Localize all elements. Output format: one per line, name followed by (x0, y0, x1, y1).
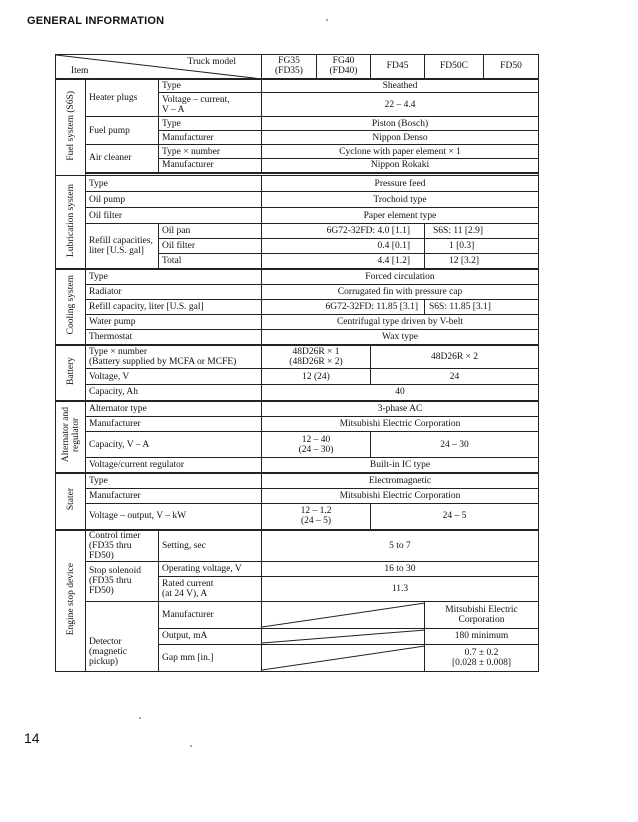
table-row (56, 401, 539, 417)
table-row (56, 417, 539, 432)
alt-mfr-value: Mitsubishi Electric Corporation (262, 417, 539, 432)
thermostat-label: Thermostat (86, 330, 262, 345)
specification-table (55, 54, 539, 672)
lube-type-label: Type (86, 176, 262, 192)
table-row (56, 117, 539, 131)
det-mfr-not-applicable (262, 601, 425, 628)
table-row (56, 224, 539, 239)
output-value: 180 minimum (425, 628, 539, 644)
stop-solenoid-line1: Stop solenoid (89, 566, 141, 576)
battery-voltage-value-2: 24 (371, 369, 539, 385)
table-row (56, 369, 539, 385)
battery-type-line2: (Battery supplied by MCFA or MCFE) (89, 356, 237, 367)
section-engine-stop (56, 530, 86, 672)
battery-capacity-value: 40 (262, 385, 539, 401)
battery-type-value-1a: 48D26R × 1 (292, 346, 340, 357)
table-row (56, 315, 539, 330)
control-timer-line2: (FD35 thru FD50) (89, 540, 132, 561)
starter-voltage-label: Voltage – output, V – kW (86, 504, 262, 530)
alt-type-value: 3-phase AC (262, 401, 539, 417)
alt-type-label: Alternator type (86, 401, 262, 417)
section-label (61, 407, 81, 462)
starter-voltage-value-1a: 12 – 1.2 (300, 506, 332, 517)
col-fd45: FD45 (371, 55, 425, 79)
gap-not-applicable (262, 644, 425, 671)
section-cooling (56, 269, 86, 345)
water-pump-label: Water pump (86, 315, 262, 330)
battery-type-line1: Type × number (89, 346, 147, 357)
page-number: 14 (24, 730, 40, 746)
fg40-label: FG40 (332, 56, 355, 67)
starter-type-value: Electromagnetic (262, 473, 539, 489)
oil-filter-label: Oil filter (86, 208, 262, 224)
table-row (56, 432, 539, 458)
oil-pan-value-1: 6G72-32FD: 4.0 [1.1] (262, 224, 425, 239)
refill-line2: liter [U.S. gal] (89, 245, 144, 256)
col-fd50c: FD50C (425, 55, 484, 79)
total-value-1: 4.4 [1.2] (262, 254, 425, 269)
section-label: Engine stop device (65, 562, 76, 636)
section-label-line1: Alternator and (60, 407, 71, 463)
fp-mfr-value: Nippon Denso (262, 131, 539, 145)
table-row (56, 530, 539, 562)
battery-capacity-label: Capacity, Ah (86, 385, 262, 401)
battery-type-label (86, 345, 262, 369)
col-fg35 (262, 55, 317, 79)
table-row (56, 79, 539, 93)
oil-pan-label: Oil pan (159, 224, 262, 239)
table-row (56, 385, 539, 401)
hp-type-label: Type (159, 79, 262, 93)
hp-voltage-label (159, 93, 262, 117)
det-mfr-label: Manufacturer (159, 601, 262, 628)
output-not-applicable (262, 628, 425, 644)
table-header-row (56, 55, 539, 79)
table-row (56, 300, 539, 315)
starter-voltage-value-2: 24 – 5 (371, 504, 539, 530)
section-starter (56, 473, 86, 530)
rated-current-line1: Rated current (162, 578, 214, 589)
det-mfr-value-line1: Mitsubishi Electric (445, 604, 518, 615)
ac-mfr-label: Manufacturer (159, 159, 262, 173)
oil-pump-label: Oil pump (86, 192, 262, 208)
radiator-value: Corrugated fin with pressure cap (262, 285, 539, 300)
control-timer-label (86, 530, 159, 562)
refill-oil-filter-label: Oil filter (159, 239, 262, 254)
fd40-label: (FD40) (329, 66, 358, 77)
table-row (56, 473, 539, 489)
rated-current-line2: (at 24 V), A (162, 588, 208, 599)
refill-oil-filter-value-2: 1 [0.3] (425, 239, 539, 254)
det-mfr-value (425, 601, 539, 628)
table-row (56, 208, 539, 224)
table-row (56, 458, 539, 473)
alt-regulator-label: Voltage/current regulator (86, 458, 262, 473)
gap-value (425, 644, 539, 671)
ac-mfr-value: Nippon Rokaki (262, 159, 539, 173)
scan-speck (139, 717, 141, 719)
fuel-pump-label: Fuel pump (86, 117, 159, 145)
section-label: Stater (65, 488, 76, 511)
section-alternator (56, 401, 86, 473)
op-voltage-label: Operating voltage, V (159, 561, 262, 576)
rated-current-label (159, 576, 262, 601)
col-fd50: FD50 (484, 55, 539, 79)
detector-line2: (magnetic (89, 646, 127, 657)
page-header: GENERAL INFORMATION (27, 15, 165, 27)
oil-filter-value: Paper element type (262, 208, 539, 224)
gap-label: Gap mm [in.] (159, 644, 262, 671)
ac-type-value: Cyclone with paper element × 1 (262, 145, 539, 159)
oil-pan-value-2: S6S: 11 [2.9] (425, 224, 539, 239)
section-label: Lubrication system (65, 183, 76, 257)
total-label: Total (159, 254, 262, 269)
hp-voltage-line1: Voltage – current, (162, 94, 230, 105)
alt-capacity-value-1a: 12 – 40 (301, 434, 331, 445)
alt-capacity-value-2: 24 – 30 (371, 432, 539, 458)
table-row (56, 504, 539, 530)
section-battery (56, 345, 86, 401)
alt-mfr-label: Manufacturer (86, 417, 262, 432)
battery-type-value-1 (262, 345, 371, 369)
table-row (56, 489, 539, 504)
total-value-2: 12 [3.2] (425, 254, 539, 269)
ac-type-label: Type × number (159, 145, 262, 159)
starter-type-label: Type (86, 473, 262, 489)
battery-type-value-1b: (48D26R × 2) (289, 356, 343, 367)
hp-voltage-line2: V – A (162, 104, 185, 115)
rated-current-value: 11.3 (262, 576, 539, 601)
fg35-label: FG35 (278, 56, 300, 67)
cool-type-label: Type (86, 269, 262, 285)
stop-solenoid-label (86, 561, 159, 601)
battery-type-value-2: 48D26R × 2 (371, 345, 539, 369)
starter-voltage-value-1b: (24 – 5) (300, 516, 332, 527)
heater-plugs-label: Heater plugs (86, 79, 159, 117)
refill-label (86, 224, 159, 269)
truck-model-label: Truck model (187, 57, 236, 67)
detector-label (86, 601, 159, 671)
slash-line (262, 645, 425, 671)
battery-voltage-value-1: 12 (24) (262, 369, 371, 385)
control-timer-line1: Control timer (89, 530, 141, 541)
slash-line (262, 629, 425, 644)
stop-solenoid-line2: (FD35 thru FD50) (89, 576, 132, 596)
setting-label: Setting, sec (159, 530, 262, 562)
output-label: Output, mA (159, 628, 262, 644)
table-row (56, 330, 539, 345)
section-label: Fuel system (S6S) (65, 90, 76, 161)
hp-type-value: Sheathed (262, 79, 539, 93)
fp-mfr-label: Manufacturer (159, 131, 262, 145)
alt-regulator-value: Built-in IC type (262, 458, 539, 473)
air-cleaner-label: Air cleaner (86, 145, 159, 173)
setting-value: 5 to 7 (262, 530, 539, 562)
fp-type-value: Piston (Bosch) (262, 117, 539, 131)
det-mfr-value-line2: Corporation (458, 614, 505, 625)
starter-mfr-value: Mitsubishi Electric Corporation (262, 489, 539, 504)
cool-refill-label: Refill capacity, liter [U.S. gal] (86, 300, 262, 315)
op-voltage-value: 16 to 30 (262, 561, 539, 576)
radiator-label: Radiator (86, 285, 262, 300)
cool-refill-value-2: S6S: 11.85 [3.1] (425, 300, 539, 315)
gap-value-line2: [0.028 ± 0.008] (451, 657, 512, 668)
starter-voltage-value-1 (262, 504, 371, 530)
fp-type-label: Type (159, 117, 262, 131)
thermostat-value: Wax type (262, 330, 539, 345)
battery-voltage-label: Voltage, V (86, 369, 262, 385)
table-row (56, 269, 539, 285)
scan-speck (190, 745, 192, 747)
hp-voltage-value: 22 – 4.4 (262, 93, 539, 117)
fd35-label: (FD35) (275, 66, 303, 77)
oil-pump-value: Trochoid type (262, 192, 539, 208)
slash-line (262, 602, 425, 628)
water-pump-value: Centrifugal type driven by V-belt (262, 315, 539, 330)
item-label: Item (71, 65, 89, 76)
scan-speck (326, 19, 328, 21)
cool-type-value: Forced circulation (262, 269, 539, 285)
section-label: Cooling system (65, 275, 76, 335)
table-row (56, 345, 539, 369)
refill-line1: Refill capacities, (89, 235, 153, 246)
starter-mfr-label: Manufacturer (86, 489, 262, 504)
table-row (56, 285, 539, 300)
header-item-cell (56, 55, 262, 79)
alt-capacity-value-1 (262, 432, 371, 458)
table-row (56, 561, 539, 576)
alt-capacity-value-1b: (24 – 30) (298, 444, 334, 455)
detector-line1: Detector (89, 636, 122, 647)
col-fg40 (317, 55, 371, 79)
alt-capacity-label: Capacity, V – A (86, 432, 262, 458)
section-lubrication (56, 176, 86, 269)
table-row (56, 145, 539, 159)
section-label-line2: regulator (70, 417, 81, 453)
table-row (56, 601, 539, 628)
detector-line3: pickup) (89, 656, 119, 667)
cool-refill-value-1: 6G72-32FD: 11.85 [3.1] (262, 300, 425, 315)
refill-oil-filter-value-1: 0.4 [0.1] (262, 239, 425, 254)
table-row (56, 192, 539, 208)
table-row (56, 176, 539, 192)
section-label: Battery (65, 357, 76, 385)
gap-value-line1: 0.7 ± 0.2 (464, 647, 499, 658)
section-fuel-system (56, 79, 86, 176)
lube-type-value: Pressure feed (262, 176, 539, 192)
